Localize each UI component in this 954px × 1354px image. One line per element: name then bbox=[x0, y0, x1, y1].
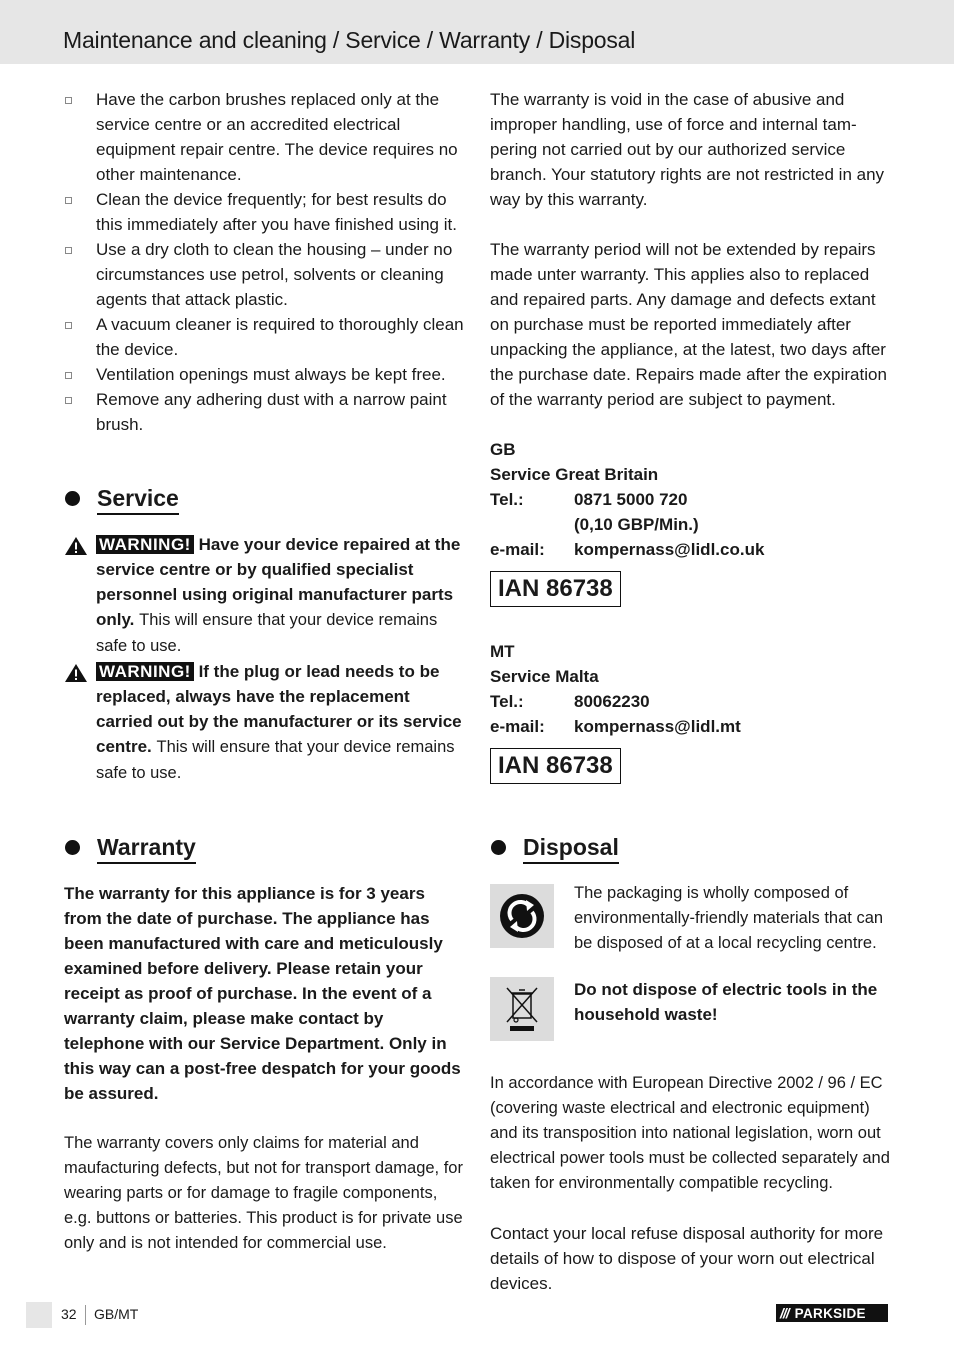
warranty-void-paragraph: The warranty is void in the case of abusive and improper handling, use of force and internal tampering not carried out by our authorized service branch. Your statutory rights are not restricted in any way by this warranty. bbox=[490, 90, 885, 209]
weee-warning-text: Do not dispose of electric tools in the household waste! bbox=[574, 980, 878, 1024]
list-item: Remove any adhering dust with a narrow paint brush. bbox=[64, 387, 464, 437]
email-label: e-mail: bbox=[490, 540, 545, 559]
warning-badge: WARNING! bbox=[96, 662, 194, 681]
packaging-text: The packaging is wholly composed of environmentally-friendly materials that can be disposed of at a local recycling centre. bbox=[574, 884, 884, 952]
warranty-heading: Warranty bbox=[64, 833, 196, 861]
warning-triangle-icon bbox=[64, 663, 88, 683]
tel-rate: (0,10 GBP/Min.) bbox=[574, 515, 699, 534]
green-dot-recycling-icon bbox=[490, 884, 554, 948]
email-label: e-mail: bbox=[490, 717, 545, 736]
contact-country: MT bbox=[490, 642, 515, 661]
contact-authority-paragraph: Contact your local refuse disposal authority for more details of how to dispose of your worn out electrical devices. bbox=[490, 1224, 884, 1293]
page-number: 32 bbox=[61, 1306, 77, 1322]
footer-marker bbox=[26, 1302, 52, 1328]
square-bullet-icon bbox=[65, 397, 72, 404]
warning-notice: WARNING! If the plug or lead needs to be replaced, always have the replacement carried out by the manufacturer or its service centre. This will ensure that your device remains safe to use. bbox=[64, 659, 464, 786]
brand-name: PARKSIDE bbox=[794, 1305, 866, 1321]
square-bullet-icon bbox=[65, 247, 72, 254]
filled-circle-icon bbox=[65, 840, 80, 855]
square-bullet-icon bbox=[65, 372, 72, 379]
email-address: kompernass@lidl.co.uk bbox=[574, 540, 765, 559]
list-item: Clean the device frequently; for best results do this immediately after you have finished using it. bbox=[64, 187, 464, 237]
tel-label: Tel.: bbox=[490, 692, 524, 711]
logo-stripes-icon: /// bbox=[780, 1305, 789, 1321]
ian-box: IAN 86738 bbox=[490, 748, 621, 784]
warning-notice: WARNING! Have your device repaired at the service centre or by qualified specialist personnel using original manufacturer parts only. This will ensure that your device remains safe to use. bbox=[64, 532, 464, 659]
crossed-out-wheelie-bin-icon bbox=[490, 977, 554, 1041]
warning-triangle-icon bbox=[64, 536, 88, 556]
tel-number: 80062230 bbox=[574, 692, 650, 711]
warranty-bold-paragraph: The warranty for this appliance is for 3 years from the date of purchase. The appliance has been manufactured with care and meticulously examined before delivery. Please retain your receipt as proof of purchase. In the event of a warranty claim, please make contact by telephone with our Service Department. Only in this way can a post-free despatch for your goods be assured. bbox=[64, 884, 461, 1103]
list-item: Have the carbon brushes replaced only at the service centre or an accredited electrical equipment repair centre. The device requires no other maintenance. bbox=[64, 87, 464, 187]
contact-name: Service Malta bbox=[490, 667, 599, 686]
disposal-heading: Disposal bbox=[490, 833, 619, 861]
email-address: kompernass@lidl.mt bbox=[574, 717, 741, 736]
filled-circle-icon bbox=[65, 491, 80, 506]
left-column bbox=[64, 87, 464, 1256]
right-column bbox=[490, 87, 890, 1296]
contact-gb bbox=[490, 437, 890, 607]
filled-circle-icon bbox=[491, 840, 506, 855]
square-bullet-icon bbox=[65, 197, 72, 204]
weee-row bbox=[490, 974, 890, 1041]
ian-box: IAN 86738 bbox=[490, 571, 621, 607]
directive-paragraph: In accordance with European Directive 2002 / 96 / EC (covering waste electrical and electronic equipment) and its transposition into national legislation, worn out electrical power tools must be collected separately and taken for environmentally compatible recycling. bbox=[490, 1074, 890, 1192]
footer-locale: GB/MT bbox=[94, 1306, 139, 1322]
page-title: Maintenance and cleaning / Service / Warranty / Disposal bbox=[63, 27, 636, 53]
warranty-paragraph: The warranty covers only claims for material and maufacturing defects, but not for transport damage, for wearing parts or for damage to fragile components, e.g. buttons or batteries. This product is for private use only and is not intended for commercial use. bbox=[64, 1134, 463, 1252]
square-bullet-icon bbox=[65, 97, 72, 104]
tel-label: Tel.: bbox=[490, 490, 524, 509]
contact-name: Service Great Britain bbox=[490, 465, 659, 484]
tel-number: 0871 5000 720 bbox=[574, 490, 688, 509]
contact-country: GB bbox=[490, 440, 516, 459]
contact-mt bbox=[490, 639, 890, 784]
parkside-logo bbox=[776, 1304, 888, 1322]
square-bullet-icon bbox=[65, 322, 72, 329]
packaging-row bbox=[490, 881, 890, 956]
list-item: Use a dry cloth to clean the housing – under no circumstances use petrol, solvents or cleaning agents that attack plastic. bbox=[64, 237, 464, 312]
maintenance-list bbox=[64, 87, 464, 437]
service-heading: Service bbox=[64, 484, 179, 512]
list-item: A vacuum cleaner is required to thoroughly clean the device. bbox=[64, 312, 464, 362]
warning-badge: WARNING! bbox=[96, 535, 194, 554]
warranty-period-paragraph: The warranty period will not be extended by repairs made unter warranty. This applies also to replaced and repaired parts. Any damage and defects extant on purchase must be reported immediately after unpacking the appliance, at the latest, two days after the purchase date. Repairs made after the expiration of the warranty period are subject to payment. bbox=[490, 240, 887, 409]
footer-divider bbox=[85, 1305, 86, 1325]
list-item: Ventilation openings must always be kept free. bbox=[64, 362, 464, 387]
